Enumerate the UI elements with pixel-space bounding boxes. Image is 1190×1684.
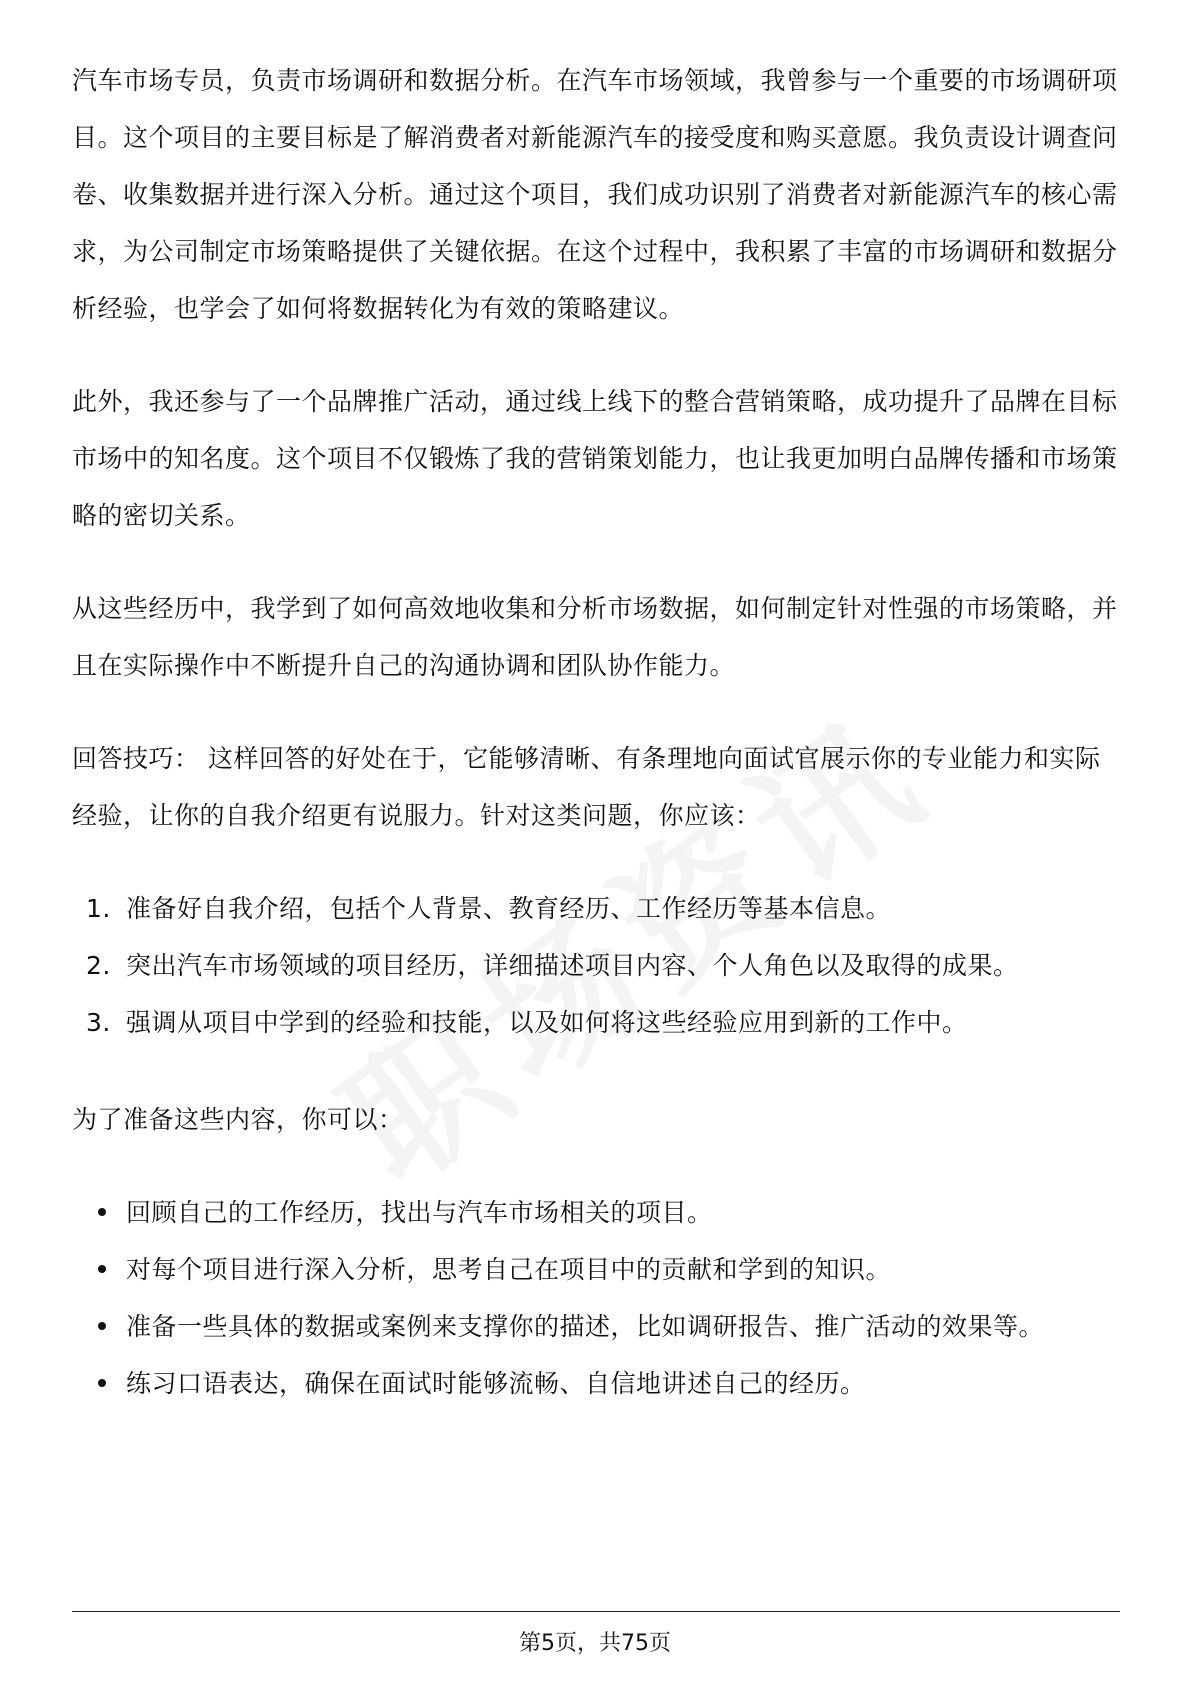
list-item	[72, 1355, 1122, 1412]
list-item-text: 对每个项目进行深入分析，思考自己在项目中的贡献和学到的知识。	[126, 1255, 892, 1284]
list-item	[72, 1184, 1122, 1241]
footer-divider	[72, 1611, 1120, 1612]
bullet-icon	[98, 1208, 106, 1216]
list-number: 2.	[86, 951, 111, 980]
bullet-icon	[98, 1322, 106, 1330]
list-item-text: 练习口语表达，确保在面试时能够流畅、自信地讲述自己的经历。	[126, 1369, 866, 1398]
list-number: 1.	[86, 894, 111, 923]
numbered-list	[72, 880, 1122, 1051]
bullet-icon	[98, 1265, 106, 1273]
list-item-text: 准备好自我介绍，包括个人背景、教育经历、工作经历等基本信息。	[126, 894, 892, 923]
list-item	[72, 880, 1122, 937]
bullet-icon	[98, 1379, 106, 1387]
paragraph-brand-promotion: 此外，我还参与了一个品牌推广活动，通过线上线下的整合营销策略，成功提升了品牌在目标市场中的知名度。这个项目不仅锻炼了我的营销策划能力，也让我更加明白品牌传播和市场策略的密切关系。	[72, 387, 1118, 530]
bullet-list	[72, 1184, 1122, 1412]
list-number: 3.	[86, 1008, 111, 1037]
list-item-text: 突出汽车市场领域的项目经历，详细描述项目内容、个人角色以及取得的成果。	[126, 951, 1019, 980]
list-item-text: 回顾自己的工作经历，找出与汽车市场相关的项目。	[126, 1198, 713, 1227]
list-item	[72, 994, 1122, 1051]
paragraph-prep-intro: 为了准备这些内容，你可以：	[72, 1105, 404, 1134]
page-number: 第5页，共75页	[519, 1631, 671, 1656]
list-item	[72, 937, 1122, 994]
list-item	[72, 1241, 1122, 1298]
paragraph-answer-tips: 回答技巧： 这样回答的好处在于，它能够清晰、有条理地向面试官展示你的专业能力和实际经验，让你的自我介绍更有说服力。针对这类问题，你应该：	[72, 744, 1101, 830]
document-body	[72, 52, 1122, 1452]
list-item	[72, 1298, 1122, 1355]
paragraph-project-experience: 汽车市场专员，负责市场调研和数据分析。在汽车市场领域，我曾参与一个重要的市场调研项目。这个项目的主要目标是了解消费者对新能源汽车的接受度和购买意愿。我负责设计调查问卷、收集数据并进行深入分析。通过这个项目，我们成功识别了消费者对新能源汽车的核心需求，为公司制定市场策略提供了关键依据。在这个过程中，我积累了丰富的市场调研和数据分析经验，也学会了如何将数据转化为有效的策略建议。	[72, 66, 1118, 323]
list-item-text: 强调从项目中学到的经验和技能，以及如何将这些经验应用到新的工作中。	[126, 1008, 968, 1037]
list-item-text: 准备一些具体的数据或案例来支撑你的描述，比如调研报告、推广活动的效果等。	[126, 1312, 1045, 1341]
paragraph-lessons-learned: 从这些经历中，我学到了如何高效地收集和分析市场数据，如何制定针对性强的市场策略，并且在实际操作中不断提升自己的沟通协调和团队协作能力。	[72, 594, 1118, 680]
